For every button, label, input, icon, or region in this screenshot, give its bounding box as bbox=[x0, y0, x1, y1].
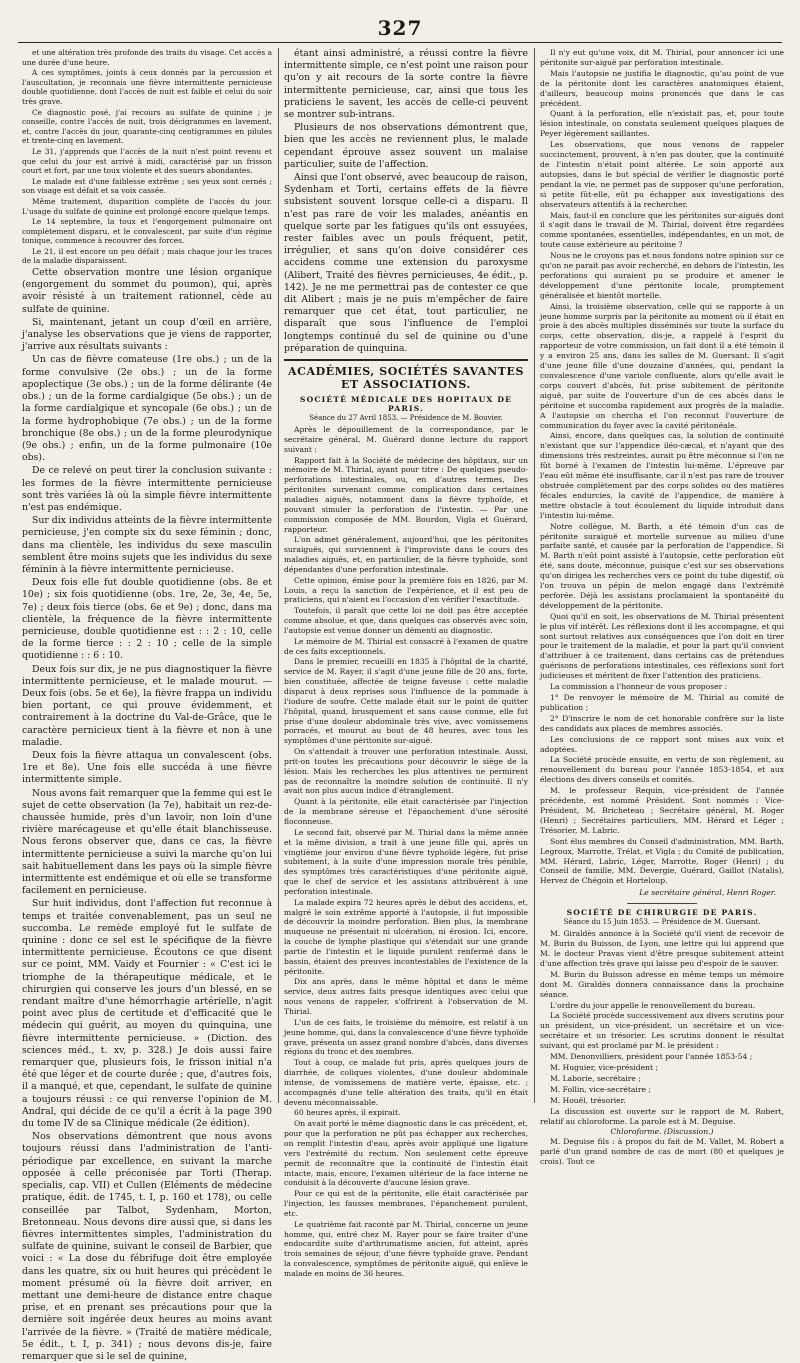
signature: Le secrétaire général, Henri Roger. bbox=[639, 888, 776, 898]
section-title: ACADÉMIES, SOCIÉTÉS SAVANTES ET ASSOCIATIONS. bbox=[284, 359, 528, 391]
column-2 bbox=[284, 48, 528, 1278]
paragraph: 1° De renvoyer le mémoire de M. Thirial au comité de publication ; bbox=[540, 693, 784, 712]
paragraph: et une altération très profonde des traits du visage. Cet accès a une durée d'une heure. bbox=[22, 48, 272, 67]
paragraph: Deux fois elle fut double quotidienne (obs. 8e et 10e) ; six fois quotidienne (obs. 1re, 2e, 3e, 4e, 5e, 7e) ; deux fois tierce (obs. 6e et 9e) ; donc, dans ma clientèle, la fréquence de la fièvre intermittente pernicieuse, double quotidienne est : : 2 : 10, celle de la forme tierce : : 2 : 10 ; celle de la simple quotidienne : : 6 : 10. bbox=[22, 577, 272, 662]
session-line: Séance du 15 Juin 1853. — Présidence de M. Guersant. bbox=[563, 918, 761, 927]
paragraph: Notre collègue, M. Barth, a été témoin d'un cas de péritonite suraiguë et mortelle survenue au milieu d'une parfaite santé, et causée par la perforation de l'appendice. Si M. Barth n'eût point assisté à l'autopsie, cette perforation eût été, sans doute, méconnue, puisque c'est sur ses observations qu'on dirigea les recherches vers ce point du tube digestif, où l'on trouva un pépin de melon engagé dans l'extrémité perforée. Déjà les assistans proclamaient la spontanéité du développement de la péritonite. bbox=[540, 521, 784, 610]
paragraph: M. le professeur Requin, vice-président de l'année précédente, est nommé Président. Sont nommés : Vice-Président, M. Bricheteau ; Secrétaire général, M. Roger (Henri) ; Secrétaires particuliers, MM. Hérard et Léger ; Trésorier, M. Labric. bbox=[540, 786, 784, 835]
paragraph: Ainsi que l'ont observé, avec beaucoup de raison, Sydenham et Torti, certains effets de la fièvre subsistent souvent lorsque celle-ci a disparu. Il n'est pas rare de voir les malades, anéantis en quelque sorte par les fatigues qu'ils ont essuyées, rester faibles avec un pouls fréquent, petit, irrégulier, et sans qu'on doive considérer ces accidens comme une extension du paroxysme (Alibert, Traité des fièvres pernicieuses, 4e édit., p. 142). Je ne me permettrai pas de contester ce que dit Alibert ; mais je ne puis m'empêcher de faire remarquer que cet état, tout particulier, ne disparaît que sous l'influence de l'emploi longtemps continué du sel de quinine ou d'une préparation de quinquina. bbox=[284, 172, 528, 354]
society-title: SOCIÉTÉ MÉDICALE DES HOPITAUX DE PARIS. bbox=[299, 395, 513, 414]
paragraph: Deux fois la fièvre attaqua un convalescent (obs. 1re et 8e). Une fois elle succéda à une fièvre intermittente simple. bbox=[22, 749, 272, 786]
column-divider bbox=[534, 48, 535, 1103]
paragraph: Nos observations démontrent que nous avons toujours réussi dans l'administration de l'anti-périodique par excellence, en suivant la marche opposée à celle préconisée par Torti (Therap. specialis, cap. VII) et Cullen (Eléments de médecine pratique, édit. de 1745, t. I, p. 160 et 178), ou celle conseillée par Talbot, Sydenham, Morton, Bretonneau. Nous devons dire aussi que, si dans les fièvres intermittentes simples, l'administration du sulfate de quinine, suivant le conseil de Barbier, que voici : « La dose du fébrifuge doit être employée dans les quatre, six ou huit heures qui précèdent le moment présumé où la fièvre doit arriver, en mettant une demi-heure de distance entre chaque prise, et en prenant ses précautions pour que la dernière soit ingérée deux heures au moins avant l'arrivée de la fièvre. » (Traité de matière médicale, 5e édit., t. I, p. 341) ; nous devons dis-je, faire remarquer que si le sel de quinine, bbox=[22, 1131, 272, 1362]
column-1 bbox=[22, 48, 272, 1362]
paragraph: Le 14 septembre, la toux et l'engorgement pulmonaire ont complètement disparu, et le convalescent, par suite d'un régime tonique, commence à recouvrer des forces. bbox=[22, 217, 272, 246]
paragraph: M. Follin, vice-secrétaire ; bbox=[550, 1084, 651, 1094]
paragraph: On s'attendait à trouver une perforation intestinale. Aussi, prit-on toutes les précautions pour découvrir le siège de la lésion. Mais les recherches les plus attentives ne permirent pas de reconnaître la moindre solution de continuité. Il n'y avait non plus aucun indice d'étranglement. bbox=[284, 747, 528, 796]
paragraph: Quant à la péritonite, elle était caractérisée par l'injection de la membrane séreuse et l'épanchement d'une sérosité floconneuse. bbox=[284, 797, 528, 826]
column-3-session-paragraphs bbox=[540, 929, 784, 1126]
paragraph: Rapport fait à la Société de médecine des hôpitaux, sur un mémoire de M. Thirial, ayant pour titre : De quelques pseudo-perforations intestinales, ou, en d'autres termes, Des péritonites survenant comme complication dans certaines maladies aiguës, notamment dans la fièvre typhoïde, et pouvant simuler la perforation de l'intestin. — Par une commission composée de MM. Bourdon, Vigla et Guérard, rapporteur. bbox=[284, 455, 528, 534]
paragraph: M. Giraldès annonce à la Société qu'il vient de recevoir de M. Burin du Buisson, de Lyon, une lettre qui lui apprend que M. le docteur Pravas vient d'être presque subitement atteint d'une affection très grave qui laisse peu d'espoir de le sauver. bbox=[540, 929, 784, 968]
paragraph: Cette opinion, émise pour la première fois en 1826, par M. Louis, a reçu la sanction de l'expérience, et il est peu de praticiens, qui n'aient eu l'occasion d'en vérifier l'exactitude. bbox=[284, 575, 528, 605]
paragraph: La commission a l'honneur de vous proposer : bbox=[550, 682, 728, 692]
paragraph: Même traitement, disparition complète de l'accès du jour. L'usage du sulfate de quinine est prolongé encore quelque temps. bbox=[22, 196, 272, 216]
paragraph: Le quatrième fait raconté par M. Thirial, concerne un jeune homme, qui, entré chez M. Rayer pour se faire traiter d'une endocardite suite d'arthrumatisme ancien, fut atteint, après trois semaines de séjour, d'une fièvre typhoïde grave. Pendant la convalescence, symptômes de péritonite aiguë, qui enlève le malade en moins de 36 heures. bbox=[284, 1219, 528, 1278]
discussion-title: Chloroforme. (Discussion.) bbox=[610, 1127, 714, 1137]
paragraph: La malade expira 72 heures après le début des accidens, et, malgré le soin extrême apporté à l'autopsie, il fut impossible de découvrir la moindre perforation. Bien plus, la membrane muqueuse ne présentait ni ulcération, ni érosion. Ici, encore, la couche de lymphe plastique qui s'étendait sur une grande partie de l'intestin et le liquide purulent renfermé dans le bassin, étaient des preuves incontestables de l'existence de la péritonite. bbox=[284, 897, 528, 976]
paragraph: Après le dépouillement de la correspondance, par le secrétaire général, M. Guérard donne lecture du rapport suivant : bbox=[284, 425, 528, 454]
paragraph: L'un de ces faits, le troisième du mémoire, est relatif à un jeune homme, qui, dans la convalescence d'une fièvre typhoïde grave, présenta un assez grand nombre d'abcès, dans diverses régions du tronc et des membres. bbox=[284, 1017, 528, 1057]
paragraph: Nous ne le croyons pas et nous fondons notre opinion sur ce qu'on ne parait pas avoir recherché, en dehors de l'intestin, les perforations qui auraient pu se produire et amener le développement d'une péritonite locale, promptement généralisée et bientôt mortelle. bbox=[540, 251, 784, 300]
paragraph: Le second fait, observé par M. Thirial dans la même année et la même division, a trait à une jeune fille qui, après un vingtième jour environ d'une fièvre typhoïde légère, fut prise subitement, à la suite d'une impression morale très pénible, des symptômes très caractéristiques d'une péritonite aiguë, que le chef de service et les assistans attribuèrent à une perforation intestinale. bbox=[284, 827, 528, 896]
paragraph: MM. Denonvilliers, président pour l'année 1853-54 ; bbox=[550, 1052, 753, 1062]
column-2-large-paragraphs bbox=[284, 48, 528, 355]
paragraph: étant ainsi administré, a réussi contre la fièvre intermittente simple, ce n'est point une raison pour qu'on y ait recours de la sorte contre la fièvre intermittente pernicieuse, car, ainsi que tous les praticiens le savent, les accès de celle-ci peuvent se montrer sub-intrans. bbox=[284, 48, 528, 121]
paragraph: Dix ans après, dans le même hôpital et dans le même service, deux autres faits presque identiques avec celui que nous venons de rappeler, s'offrirent à l'observation de M. Thirial. bbox=[284, 977, 528, 1017]
paragraph: 2° D'inscrire le nom de cet honorable confrère sur la liste des candidats aux places de membres associés. bbox=[540, 713, 784, 733]
paragraph: Il n'y eut qu'une voix, dit M. Thirial, pour annoncer ici une péritonite sur-aiguë par perforation intestinale. bbox=[540, 48, 784, 67]
paragraph: On avait porté le même diagnostic dans le cas précédent, et, pour que la perforation ne pût pas échapper aux recherches, on remplit l'intestin d'eau, après avoir appliqué une ligature vers l'extrémité du rectum. Non seulement cette épreuve permit de reconnaître que la continuité de l'intestin était intacte, mais, encore, l'examen ultérieur de la face interne ne conduisit à la découverte d'aucune lésion grave. bbox=[284, 1119, 528, 1188]
paragraph: Le mémoire de M. Thirial est consacré à l'examen de quatre de ces faits exceptionnels. bbox=[284, 636, 528, 656]
paragraph: L'ordre du jour appelle le renouvellement du bureau. bbox=[550, 1000, 756, 1010]
paragraph: Si, maintenant, jetant un coup d'œil en arrière, j'analyse les observations que je viens de rapporter, j'arrive aux résultats suivants : bbox=[22, 316, 272, 353]
column-3-discussion-paragraphs bbox=[540, 1137, 784, 1167]
paragraph: Ce diagnostic posé, j'ai recours au sulfate de quinine ; je conseille, contre l'accès de nuit, trois décigrammes en lavement, et, contre l'accès du jour, quarante-cinq centigrammes en pilules et trente-cinq en lavement. bbox=[22, 107, 272, 146]
paragraph: Le malade est d'une faiblesse extrême ; ses yeux sont cernés ; son visage est défait et sa voix cassée. bbox=[22, 176, 272, 196]
paragraph: Cette observation montre une lésion organique (engorgement du sommet du poumon), qui, après avoir résisté à un traitement rationnel, cède au sulfate de quinine. bbox=[22, 267, 272, 315]
paragraph: Deux fois sur dix, je ne pus diagnostiquer la fièvre intermittente pernicieuse, et le malade mourut. — Deux fois (obs. 5e et 6e), la fièvre frappa un individu bien portant, ce qui prouve évidemment, et contrairement à la doctrine du Val-de-Grâce, que le caractère pernicieux tient à la fièvre et non à une maladie. bbox=[22, 663, 272, 748]
paragraph: M. Deguise fils : à propos du fait de M. Vallet, M. Robert a parlé d'un grand nombre de cas de mort (80 et quelques je crois). Tout ce bbox=[540, 1137, 784, 1167]
paragraph: M. Huguier, vice-président ; bbox=[550, 1063, 659, 1072]
paragraph: Les conclusions de ce rapport sont mises aux voix et adoptées. bbox=[540, 734, 784, 754]
paragraph: Ainsi, la troisième observation, celle qui se rapporte à un jeune homme surpris par la péritonite au moment où il était en proie à des abcès multiples disséminés sur toute la surface du corps, cette observation, dis-je, a rappelé à l'esprit du rapporteur de votre commission, un fait dont il a été témoin il y a environ 25 ans, dans les salles de M. Guersant. Il s'agit d'une jeune fille d'une douzaine d'années, qui, pendant la convalescence d'une variole confluente, alors qu'elle avait le corps couvert d'abcès, fut prise subitement de péritonite aiguë, par suite de l'ouverture d'un de ces abcès dans le péritoine et succomba rapidement aux progrès de la maladie. A l'autopsie on chercha et l'on reconnut l'ouverture de communication du foyer avec la cavité péritonéale. bbox=[540, 301, 784, 430]
paragraph: Quant à la perforation, elle n'existait pas, et, pour toute lésion intestinale, on constata seulement quelques plaques de Peyer légèrement saillantes. bbox=[540, 109, 784, 139]
paragraph: Pour ce qui est de la péritonite, elle était caractérisée par l'injection, les fausses membranes, l'épanchement purulent, etc. bbox=[284, 1189, 528, 1218]
paragraph: Le 21, il est encore un peu défait ; mais chaque jour les traces de la maladie disparaissent. bbox=[22, 246, 272, 266]
paragraph: 60 heures après, il expirait. bbox=[294, 1108, 401, 1118]
paragraph: Quoi qu'il en soit, les observations de M. Thirial présentent le plus vif intérêt. Les réflexions dont il les accompagne, et qui sont surtout relatives aux conséquences que l'on doit en tirer pour le traitement de la maladie, et pour la part qu'il convient d'attribuer à ce traitement, dans certains cas de prétendues guérisons de perforations intestinales, ces réflexions sont fort judicieuses et méritent de fixer l'attention des praticiens. bbox=[540, 611, 784, 681]
paragraph: Les observations, que nous venons de rappeler succinctement, prouvent, à n'en pas douter, que la continuité de l'intestin n'était point altérée. Le soin apporté aux autopsies, dans le but spécial de vérifier le diagnostic porté pendant la vie, ne permet pas de supposer qu'une perforation, si petite fût-elle, eût pu échapper aux investigations des observateurs attentifs à la rechercher. bbox=[540, 140, 784, 209]
header-rule bbox=[18, 42, 782, 43]
section-divider bbox=[627, 903, 697, 904]
column-3 bbox=[540, 48, 784, 1167]
paragraph: De ce relevé on peut tirer la conclusion suivante : les formes de la fièvre intermittente pernicieuse sont très variées là où la simple fièvre intermittente n'est pas endémique. bbox=[22, 465, 272, 513]
paragraph: Sur dix individus atteints de la fièvre intermittente pernicieuse, j'en compte six du sexe féminin ; donc, dans ma clientèle, les individus du sexe masculin semblent être moins sujets que les individus du sexe féminin à la fièvre intermittente pernicieuse. bbox=[22, 515, 272, 575]
column-2-small-paragraphs bbox=[284, 425, 528, 1279]
paragraph: Sont élus membres du Conseil d'administration, MM. Barth, Legroux, Marrotte, Trélat, et Vigla ; du Comité de publication, MM. Hérard, Labric, Léger, Marrotte, Roger (Henri) ; du Conseil de famille, MM. Devergie, Guérard, Gaillot (Natalis), Hervez de Chégoin et Horteloup. bbox=[540, 836, 784, 886]
paragraph: Un cas de fièvre comateuse (1re obs.) ; un de la forme convulsive (2e obs.) ; un de la forme apoplectique (3e obs.) ; un de la forme délirante (4e obs.) ; un de la forme cardialgique (5e obs.) ; un de la forme cardialgique et syncopale (6e obs.) ; un de la forme hydrophobique (7e obs.) ; un de la forme bronchique (8e obs.) ; un de la forme pleurodynique (9e obs.) ; enfin, un de la forme pulmonaire (10e obs). bbox=[22, 354, 272, 464]
column-3-report-paragraphs bbox=[540, 48, 784, 886]
paragraph: Plusieurs de nos observations démontrent que, bien que les accès ne reviennent plus, le malade cependant éprouve assez souvent un malaise particulier, suite de l'affection. bbox=[284, 122, 528, 170]
paragraph: La Société procède ensuite, en vertu de son règlement, au renouvellement du bureau pour l'année 1853-1854, et aux élections des divers conseils et comités. bbox=[540, 755, 784, 785]
paragraph: La Société procède successivement aux divers scrutins pour un président, un vice-président, un secrétaire et un vice-secrétaire et un trésorier. Les scrutins donnent le résultat suivant, qui est proclamé par M. le président : bbox=[540, 1011, 784, 1051]
paragraph: M. Burin du Buisson adresse en même temps un mémoire dont M. Giraldès donnera connaissance dans la prochaine séance. bbox=[540, 969, 784, 999]
paragraph: Tout à coup, ce malade fut pris, après quelques jours de diarrhée, de coliques violentes, d'une douleur abdominale intense, de vomissemens de matière verte, épaisse, etc. ; accompagnés d'une telle altération des traits, qu'il en était devenu méconnaissable. bbox=[284, 1058, 528, 1107]
column-1-small-paragraphs bbox=[22, 48, 272, 266]
paragraph: Mais, faut-il en conclure que les péritonites sur-aiguës dont il s'agit dans le travail de M. Thirial, doivent être regardées comme spontanées, essentielles, indépendantes, en un mot, de toute cause extérieure au péritoine ? bbox=[540, 210, 784, 250]
paragraph: Le 31, j'apprends que l'accès de la nuit n'est point revenu et que celui du jour est arrivé à midi, caractérisé par un frisson court et fort, par une toux violente et des sueurs abondantes. bbox=[22, 146, 272, 176]
paragraph: M. Houël, trésorier. bbox=[550, 1095, 626, 1105]
paragraph: Sur huit individus, dont l'affection fut reconnue à temps et traitée convenablement, pas un seul ne succomba. Le remède employé fut le sulfate de quinine : donc ce sel est le spécifique de la fièvre intermittente pernicieuse. Écoutons ce que disent sur ce point, MM. Vaidy et Fournier : « C'est ici le triomphe de la thérapeutique médicale, et le chirurgien qui conserve les jours d'un blessé, en se rendant maître d'une hémorrhagie artérielle, n'agit point avec plus de certitude et d'efficacité que le médecin qui guérit, au moyen du quinquina, une fièvre intermittente pernicieuse. » (Diction. des sciences méd., t. xv, p. 328.) Je dois aussi faire remarquer que, plusieurs fois, le frisson initial n'a été que léger et de courte durée ; que, d'autres fois, il a manqué, et que, cependant, le sulfate de quinine a toujours réussi : ce qui renverse l'opinion de M. Andral, qui décide de ce qu'il a écrit à la page 390 du tome IV de sa Clinique médicale (2e édition). bbox=[22, 898, 272, 1130]
paragraph: Mais l'autopsie ne justifia le diagnostic, qu'au point de vue de la péritonite dont les caractères anatomiques étaient, d'ailleurs, beaucoup moins prononcés que dans le cas précédent. bbox=[540, 68, 784, 108]
column-divider bbox=[278, 48, 279, 1103]
paragraph: Toutefois, il paraît que cette loi ne doit pas être acceptée comme absolue, et que, dans quelques cas observés avec soin, l'autopsie est venue donner un démenti au diagnostic. bbox=[284, 606, 528, 635]
paragraph: A ces symptômes, joints à ceux donnés par la percussion et l'auscultation, je reconnais une fièvre intermittente pernicieuse double quotidienne, dont l'accès de nuit est faible et celui du soir très grave. bbox=[22, 68, 272, 106]
paragraph: L'on admet généralement, aujourd'hui, que les péritonites suraiguës, qui surviennent à l'improviste dans le cours des maladies aiguës, et, en particulier, de la fièvre typhoïde, sont dépendantes d'une perforation intestinale. bbox=[284, 535, 528, 574]
paragraph: M. Laborie, secrétaire ; bbox=[550, 1073, 641, 1083]
paragraph: Dans le premier, recueilli en 1835 à l'hôpital de la charité, service de M. Rayer, il s'agit d'une jeune fille de 20 ans, forte, bien constituée, affectée de teigne faveuse : cette maladie disparut à deux reprises sous l'influence de la pommade à l'iodure de soufre. Cette malade était sur le point de quitter l'hôpital, quand, brusquement et sans cause connue, elle fut prise d'une douleur abdominale très vive, avec vomissemens porracés, et mourut au bout de 48 heures, avec tous les symptômes d'une péritonite sur-aiguë. bbox=[284, 657, 528, 746]
paragraph: Ainsi, encore, dans quelques cas, la solution de continuité n'existant que sur l'appendice iléo-cæcal, et n'ayant que des dimensions très restreintes, aurait pu être méconnue si l'on ne fût borné à l'examen de l'intestin lui-même. L'épreuve par l'eau eût même été insuffisante, car il n'est pas rare de trouver obstruée complètement par des corps solides ou des matières fécales endurcies, la cavité de l'appendice, de manière à mettre obstacle à tout écoulement du liquide introduit dans l'intestin lui-même. bbox=[540, 431, 784, 520]
session-line: Séance du 27 Avril 1853. — Présidence de M. Bouvier. bbox=[309, 414, 503, 423]
paragraph: Nous avons fait remarquer que la femme qui est le sujet de cette observation (la 7e), habitait un rez-de-chaussée humide, près d'un lavoir, non loin d'une rivière marécageuse et qu'elle était blanchisseuse. Nous ferons observer que, dans ce cas, la fièvre intermittente pernicieuse a suivi la marche qu'on lui sait habituellement dans les pays où la simple fièvre intermittente est endémique et où elle se transforme facilement en pernicieuse. bbox=[22, 787, 272, 897]
society-title: SOCIÉTÉ DE CHIRURGIE DE PARIS. bbox=[566, 908, 758, 918]
column-1-large-paragraphs bbox=[22, 267, 272, 1363]
page-number: 327 bbox=[377, 16, 423, 40]
paragraph: La discussion est ouverte sur le rapport de M. Robert, relatif au chloroforme. La parole est à M. Deguise. bbox=[540, 1106, 784, 1126]
